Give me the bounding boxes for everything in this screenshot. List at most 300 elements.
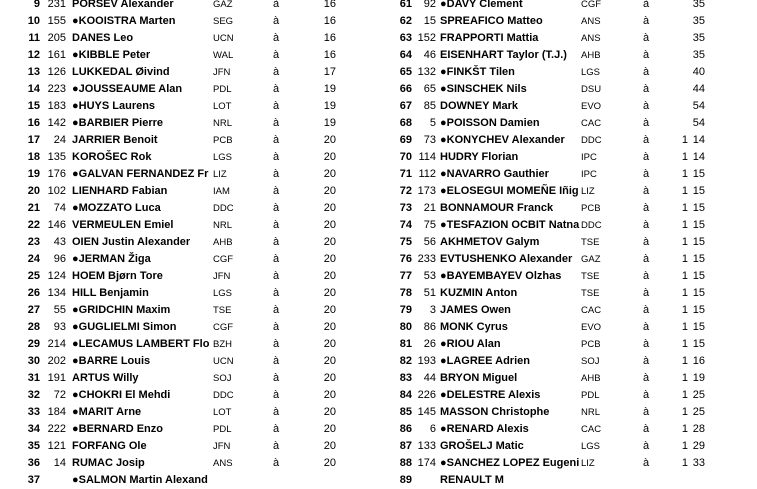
- rank-cell: 66: [399, 83, 412, 95]
- team-code: PDL: [213, 424, 232, 435]
- gap-time: 20: [323, 202, 336, 214]
- team-code: LIZ: [213, 169, 227, 180]
- bib-cell: 46: [423, 49, 436, 61]
- bib-cell: 112: [418, 168, 436, 180]
- gap-time: 20: [323, 287, 336, 299]
- rider-name: ●JOUSSEAUME Alan: [72, 83, 183, 95]
- a-marker: à: [273, 338, 280, 350]
- gap-time: 40: [692, 66, 705, 78]
- team-code: DSU: [581, 84, 602, 95]
- team-code: NRL: [213, 220, 233, 231]
- rank-cell: 70: [399, 151, 412, 163]
- bib-cell: 183: [47, 100, 66, 112]
- gap-time: 15: [692, 338, 705, 350]
- result-row: [0, 115, 757, 132]
- a-marker: à: [643, 372, 650, 384]
- team-code: EVO: [581, 101, 602, 112]
- bib-cell: 6: [429, 423, 436, 435]
- team-code: BZH: [213, 339, 232, 350]
- team-code: PCB: [581, 203, 601, 214]
- result-row: [0, 268, 757, 285]
- bib-cell: 135: [47, 151, 66, 163]
- a-marker: à: [643, 440, 650, 452]
- team-code: NRL: [213, 118, 233, 129]
- a-marker: à: [273, 134, 280, 146]
- rider-name: JARRIER Benoit: [72, 134, 158, 146]
- rider-name: ●LAGREE Adrien: [440, 355, 530, 367]
- gap-time: 19: [323, 100, 336, 112]
- rank-cell: 89: [399, 474, 412, 486]
- rider-name: HUDRY Florian: [440, 151, 519, 163]
- rank-cell: 36: [27, 457, 40, 469]
- gap-time: 16: [692, 355, 705, 367]
- a-marker: à: [643, 185, 650, 197]
- bib-cell: 231: [47, 0, 66, 10]
- rank-cell: 62: [399, 15, 412, 27]
- rank-cell: 87: [399, 440, 412, 452]
- rank-cell: 21: [27, 202, 40, 214]
- rider-name: ●ELOSEGUI MOMEÑE Iñig: [440, 185, 579, 197]
- a-marker: à: [273, 457, 280, 469]
- a-marker: à: [273, 100, 280, 112]
- a-marker: à: [643, 100, 650, 112]
- rider-name: OIEN Justin Alexander: [72, 236, 191, 248]
- a-marker: à: [273, 406, 280, 418]
- rider-name: ●GALVAN FERNANDEZ Fr: [72, 168, 209, 180]
- gap-time: 20: [323, 219, 336, 231]
- rank-cell: 13: [27, 66, 40, 78]
- rank-cell: 26: [27, 287, 40, 299]
- rank-cell: 17: [27, 134, 40, 146]
- result-row: [0, 285, 757, 302]
- rider-name: AKHMETOV Galym: [440, 236, 540, 248]
- a-marker: à: [273, 117, 280, 129]
- a-marker: à: [273, 15, 280, 27]
- rank-cell: 80: [399, 321, 412, 333]
- rider-name: ●SINSCHEK Nils: [440, 83, 527, 95]
- result-row: [0, 319, 757, 336]
- a-marker: à: [643, 304, 650, 316]
- result-row: [0, 302, 757, 319]
- rank-cell: 83: [399, 372, 412, 384]
- gap-time: 15: [692, 168, 705, 180]
- result-row: [0, 132, 757, 149]
- result-row: [0, 166, 757, 183]
- a-marker: à: [643, 0, 650, 10]
- gap-time: 20: [323, 270, 336, 282]
- team-code: CAC: [581, 118, 602, 129]
- gap-time: 54: [692, 100, 705, 112]
- rider-name: ●KONYCHEV Alexander: [440, 134, 565, 146]
- gap-hours: 1: [681, 253, 688, 265]
- rider-name: LUKKEDAL Øivind: [72, 66, 170, 78]
- rank-cell: 75: [399, 236, 412, 248]
- a-marker: à: [643, 168, 650, 180]
- gap-time: 15: [692, 253, 705, 265]
- gap-hours: 1: [681, 304, 688, 316]
- gap-time: 20: [323, 304, 336, 316]
- gap-time: 14: [692, 151, 705, 163]
- gap-time: 28: [692, 423, 705, 435]
- rank-cell: 37: [27, 474, 40, 486]
- a-marker: à: [273, 49, 280, 61]
- team-code: PCB: [213, 135, 233, 146]
- bib-cell: 155: [47, 15, 66, 27]
- gap-time: 54: [692, 117, 705, 129]
- gap-hours: 1: [681, 185, 688, 197]
- bib-cell: 73: [423, 134, 436, 146]
- team-code: TSE: [581, 271, 600, 282]
- gap-time: 15: [692, 236, 705, 248]
- a-marker: à: [643, 457, 650, 469]
- rider-name: FORFANG Ole: [72, 440, 147, 452]
- gap-time: 35: [692, 49, 705, 61]
- result-row: [0, 438, 757, 455]
- bib-cell: 21: [423, 202, 436, 214]
- team-code: LGS: [213, 288, 233, 299]
- a-marker: à: [273, 0, 280, 10]
- rank-cell: 32: [27, 389, 40, 401]
- rank-cell: 85: [399, 406, 412, 418]
- bib-cell: 205: [47, 32, 66, 44]
- team-code: CGF: [581, 0, 602, 10]
- gap-hours: 1: [681, 372, 688, 384]
- rider-name: EVTUSHENKO Alexander: [440, 253, 573, 265]
- bib-cell: 191: [47, 372, 66, 384]
- rider-name: GROŠELJ Matic: [440, 440, 524, 452]
- rank-cell: 78: [399, 287, 412, 299]
- rank-cell: 34: [27, 423, 40, 435]
- result-row: [0, 353, 757, 370]
- result-row: [0, 98, 757, 115]
- bib-cell: 145: [417, 406, 436, 418]
- rank-cell: 19: [27, 168, 40, 180]
- bib-cell: 133: [417, 440, 436, 452]
- gap-time: 19: [692, 372, 705, 384]
- rider-name: MONK Cyrus: [440, 321, 508, 333]
- bib-cell: 134: [47, 287, 66, 299]
- a-marker: à: [273, 236, 280, 248]
- rank-cell: 63: [399, 32, 412, 44]
- rank-cell: 29: [27, 338, 40, 350]
- a-marker: à: [643, 253, 650, 265]
- rank-cell: 82: [399, 355, 412, 367]
- a-marker: à: [643, 406, 650, 418]
- rank-cell: 64: [399, 49, 412, 61]
- rank-cell: 65: [399, 66, 412, 78]
- rider-name: ●GUGLIELMI Simon: [72, 321, 177, 333]
- rider-name: ●BERNARD Enzo: [72, 423, 163, 435]
- rider-name: SPREAFICO Matteo: [440, 15, 543, 27]
- a-marker: à: [273, 151, 280, 163]
- rider-name: BONNAMOUR Franck: [440, 202, 554, 214]
- a-marker: à: [643, 270, 650, 282]
- result-row: [0, 387, 757, 404]
- rider-name: ●KIBBLE Peter: [72, 49, 151, 61]
- rider-name: ●MOZZATO Luca: [72, 202, 161, 214]
- gap-time: 19: [323, 117, 336, 129]
- team-code: IPC: [581, 152, 597, 163]
- result-row: [0, 149, 757, 166]
- team-code: AHB: [581, 373, 601, 384]
- rank-cell: 31: [27, 372, 40, 384]
- gap-time: 15: [692, 270, 705, 282]
- result-row: [0, 336, 757, 353]
- gap-time: 20: [323, 440, 336, 452]
- gap-hours: 1: [681, 338, 688, 350]
- result-row: [0, 455, 757, 472]
- a-marker: à: [643, 389, 650, 401]
- bib-cell: 222: [47, 423, 66, 435]
- bib-cell: 26: [423, 338, 436, 350]
- result-row: [0, 421, 757, 438]
- bib-cell: 102: [47, 185, 66, 197]
- a-marker: à: [643, 151, 650, 163]
- result-row: [0, 200, 757, 217]
- a-marker: à: [273, 202, 280, 214]
- team-code: TSE: [581, 237, 600, 248]
- a-marker: à: [643, 66, 650, 78]
- rider-name: RUMAC Josip: [72, 457, 145, 469]
- bib-cell: 92: [423, 0, 436, 10]
- bib-cell: 132: [417, 66, 436, 78]
- rank-cell: 35: [27, 440, 40, 452]
- team-code: PCB: [581, 339, 601, 350]
- gap-time: 15: [692, 304, 705, 316]
- result-row: [0, 251, 757, 268]
- rider-name: ●MARIT Arne: [72, 406, 142, 418]
- gap-time: 35: [692, 15, 705, 27]
- team-code: LGS: [581, 67, 601, 78]
- rank-cell: 12: [27, 49, 40, 61]
- team-code: LOT: [213, 101, 232, 112]
- rider-name: MASSON Christophe: [440, 406, 550, 418]
- gap-time: 15: [692, 185, 705, 197]
- gap-hours: 1: [681, 270, 688, 282]
- team-code: AHB: [581, 50, 601, 61]
- team-code: JFN: [213, 271, 231, 282]
- a-marker: à: [273, 423, 280, 435]
- a-marker: à: [643, 236, 650, 248]
- rank-cell: 14: [27, 83, 40, 95]
- a-marker: à: [643, 83, 650, 95]
- gap-time: 20: [323, 151, 336, 163]
- team-code: LGS: [213, 152, 233, 163]
- team-code: WAL: [213, 50, 234, 61]
- gap-time: 35: [692, 32, 705, 44]
- gap-hours: 1: [681, 151, 688, 163]
- gap-hours: 1: [681, 457, 688, 469]
- bib-cell: 15: [423, 15, 436, 27]
- gap-hours: 1: [681, 219, 688, 231]
- result-row: [0, 217, 757, 234]
- rank-cell: 18: [27, 151, 40, 163]
- bib-cell: 121: [47, 440, 66, 452]
- a-marker: à: [273, 440, 280, 452]
- result-row: [0, 183, 757, 200]
- gap-hours: 1: [681, 406, 688, 418]
- result-row: [0, 30, 757, 47]
- rider-name: ●RENARD Alexis: [440, 423, 529, 435]
- bib-cell: 142: [47, 117, 66, 129]
- rider-name: ●TESFAZION OCBIT Natna: [440, 219, 580, 231]
- rank-cell: 81: [399, 338, 412, 350]
- gap-time: 15: [692, 202, 705, 214]
- gap-time: 35: [692, 0, 705, 10]
- rank-cell: 72: [399, 185, 412, 197]
- team-code: ANS: [581, 16, 601, 27]
- rank-cell: 67: [399, 100, 412, 112]
- team-code: TSE: [213, 305, 232, 316]
- rank-cell: 23: [27, 236, 40, 248]
- gap-time: 20: [323, 338, 336, 350]
- result-row: [0, 64, 757, 81]
- rider-name: ●LECAMUS LAMBERT Flo: [72, 338, 210, 350]
- a-marker: à: [643, 321, 650, 333]
- gap-time: 17: [323, 66, 336, 78]
- rank-cell: 20: [27, 185, 40, 197]
- a-marker: à: [643, 287, 650, 299]
- team-code: DDC: [213, 390, 234, 401]
- result-row: [0, 47, 757, 64]
- team-code: GAZ: [581, 254, 601, 265]
- a-marker: à: [643, 117, 650, 129]
- a-marker: à: [273, 66, 280, 78]
- gap-time: 20: [323, 321, 336, 333]
- rider-name: ●KOOISTRA Marten: [72, 15, 176, 27]
- bib-cell: 146: [47, 219, 66, 231]
- team-code: IPC: [581, 169, 597, 180]
- gap-time: 20: [323, 406, 336, 418]
- a-marker: à: [273, 83, 280, 95]
- bib-cell: 152: [417, 32, 436, 44]
- gap-time: 20: [323, 236, 336, 248]
- rank-cell: 88: [399, 457, 412, 469]
- a-marker: à: [273, 321, 280, 333]
- gap-time: 20: [323, 423, 336, 435]
- rider-name: DOWNEY Mark: [440, 100, 519, 112]
- rider-name: ●DELESTRE Alexis: [440, 389, 541, 401]
- team-code: LIZ: [581, 458, 595, 469]
- gap-hours: 1: [681, 440, 688, 452]
- bib-cell: 3: [429, 304, 436, 316]
- bib-cell: 53: [423, 270, 436, 282]
- team-code: CGF: [213, 322, 234, 333]
- gap-time: 15: [692, 219, 705, 231]
- a-marker: à: [643, 423, 650, 435]
- rank-cell: 10: [27, 15, 40, 27]
- rank-cell: 9: [33, 0, 40, 10]
- team-code: UCN: [213, 33, 234, 44]
- result-row: [0, 81, 757, 98]
- rider-name: ●NAVARRO Gauthier: [440, 168, 549, 180]
- rank-cell: 71: [399, 168, 412, 180]
- rank-cell: 76: [399, 253, 412, 265]
- gap-time: 19: [323, 83, 336, 95]
- bib-cell: 24: [53, 134, 66, 146]
- team-code: DDC: [581, 220, 602, 231]
- a-marker: à: [273, 253, 280, 265]
- rank-cell: 15: [27, 100, 40, 112]
- team-code: SOJ: [581, 356, 600, 367]
- rider-name: HILL Benjamin: [72, 287, 149, 299]
- bib-cell: 44: [423, 372, 436, 384]
- rider-name: ●HUYS Laurens: [72, 100, 156, 112]
- team-code: LGS: [581, 441, 601, 452]
- team-code: ANS: [213, 458, 233, 469]
- team-code: DDC: [581, 135, 602, 146]
- result-row: [0, 234, 757, 251]
- bib-cell: 176: [47, 168, 66, 180]
- rank-cell: 79: [399, 304, 412, 316]
- gap-time: 20: [323, 134, 336, 146]
- bib-cell: 126: [47, 66, 66, 78]
- bib-cell: 226: [417, 389, 436, 401]
- team-code: PDL: [213, 84, 232, 95]
- rank-cell: 68: [399, 117, 412, 129]
- rider-name: KUZMIN Anton: [440, 287, 518, 299]
- result-row: [0, 0, 757, 13]
- rider-name: ●GRIDCHIN Maxim: [72, 304, 171, 316]
- team-code: JFN: [213, 67, 231, 78]
- gap-time: 20: [323, 389, 336, 401]
- gap-hours: 1: [681, 168, 688, 180]
- rider-name: PORSEV Alexander: [72, 0, 174, 10]
- a-marker: à: [273, 168, 280, 180]
- gap-hours: 1: [681, 236, 688, 248]
- gap-time: 20: [323, 355, 336, 367]
- gap-hours: 1: [681, 287, 688, 299]
- bib-cell: 51: [423, 287, 436, 299]
- team-code: CGF: [213, 254, 234, 265]
- bib-cell: 161: [47, 49, 66, 61]
- rank-cell: 11: [28, 32, 40, 44]
- gap-time: 29: [692, 440, 705, 452]
- bib-cell: 65: [423, 83, 436, 95]
- gap-time: 33: [692, 457, 705, 469]
- gap-time: 16: [323, 0, 336, 10]
- team-code: ANS: [581, 33, 601, 44]
- bib-cell: 74: [53, 202, 66, 214]
- gap-time: 14: [692, 134, 705, 146]
- bib-cell: 173: [417, 185, 436, 197]
- team-code: AHB: [213, 237, 233, 248]
- rider-name: ●JERMAN Žiga: [72, 253, 151, 265]
- bib-cell: 214: [47, 338, 66, 350]
- gap-time: 20: [323, 168, 336, 180]
- a-marker: à: [273, 355, 280, 367]
- a-marker: à: [273, 304, 280, 316]
- team-code: DDC: [213, 203, 234, 214]
- bib-cell: 202: [47, 355, 66, 367]
- rider-name: DANES Leo: [72, 32, 134, 44]
- gap-time: 20: [323, 185, 336, 197]
- rider-name: ●CHOKRI El Mehdi: [72, 389, 171, 401]
- bib-cell: 174: [417, 457, 436, 469]
- bib-cell: 193: [417, 355, 436, 367]
- bib-cell: 85: [423, 100, 436, 112]
- team-code: NRL: [581, 407, 601, 418]
- rider-name: KOROŠEC Rok: [72, 151, 152, 163]
- a-marker: à: [273, 372, 280, 384]
- team-code: GAZ: [213, 0, 233, 10]
- team-code: SOJ: [213, 373, 232, 384]
- rank-cell: 77: [399, 270, 412, 282]
- result-row-cut: [0, 472, 757, 489]
- a-marker: à: [273, 389, 280, 401]
- bib-cell: 75: [423, 219, 436, 231]
- rider-name: ●FINKŠT Tilen: [440, 66, 515, 78]
